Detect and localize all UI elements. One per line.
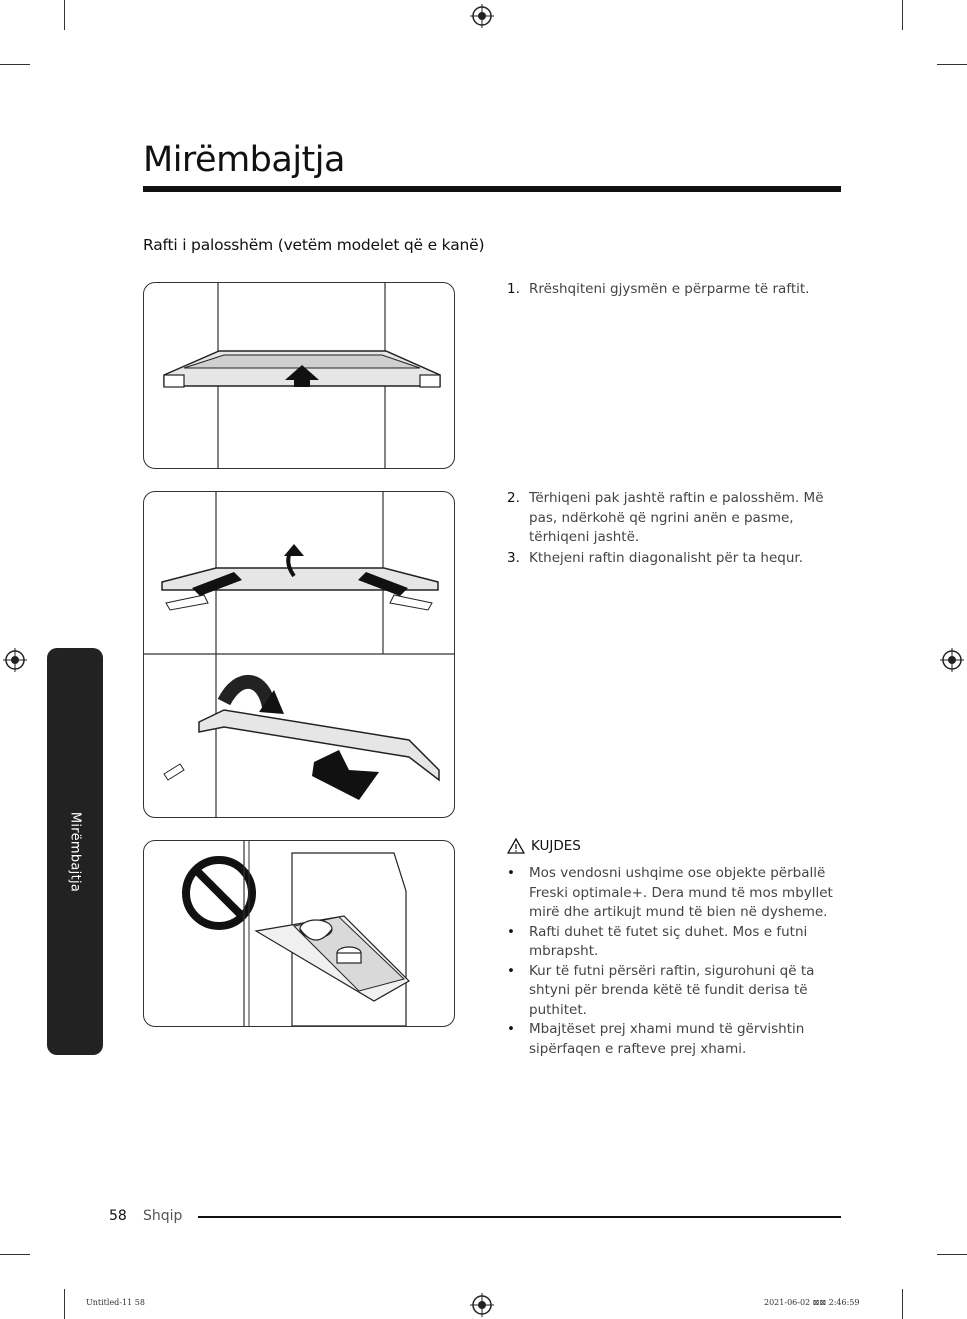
print-meta-timestamp: 2021-06-02 ⊠⊠ 2:46:59 [764,1298,860,1307]
figure-tilt-remove-shelf [143,491,455,818]
print-meta-file: Untitled-11 58 [86,1298,145,1307]
title-rule [143,186,841,192]
step-text: Rrëshqiteni gjysmën e përparme të raftit. [529,281,810,297]
figure-pull-shelf-front [143,282,455,469]
figure-fridge-no-items-warning [143,840,455,1027]
footer-language: Shqip [143,1208,183,1224]
step-2 [507,489,847,548]
caution-title: KUJDES [531,838,581,854]
list-item: • Kur të futni përsëri raftin, sigurohuni që ta shtyni për brenda këtë të fundit derisa të puthitet. [507,962,842,1021]
step-number: 3. [507,550,520,566]
registration-mark-icon [3,648,27,672]
registration-mark-icon [470,1293,494,1317]
registration-mark-icon [940,648,964,672]
step-number: 2. [507,490,520,506]
chapter-side-tab [47,648,103,1055]
caution-item-text: Mos vendosni ushqime ose objekte përballë Freski optimale+. Dera mund të mos mbyllet mirë dhe artikujt mund të bien në dysheme. [529,865,833,920]
crop-mark [0,1254,30,1255]
caution-list [507,864,842,1059]
page-number: 58 [109,1208,127,1224]
step-number: 1. [507,281,520,297]
step-text: Kthejeni raftin diagonalisht për ta hequr. [529,550,803,566]
step-3 [507,549,847,569]
list-item: • Rafti duhet të futet siç duhet. Mos e futni mbrapsht. [507,923,842,962]
side-tab-label: Mirëmbajtja [67,811,83,892]
footer-rule [198,1216,841,1218]
warning-triangle-icon [507,838,525,854]
caution-item-text: Mbajtëset prej xhami mund të gërvishtin sipërfaqen e rafteve prej xhami. [529,1021,805,1057]
crop-mark [902,0,903,30]
list-item: • Mbajtëset prej xhami mund të gërvishtin sipërfaqen e rafteve prej xhami. [507,1020,842,1059]
crop-mark [64,0,65,30]
caution-item-text: Rafti duhet të futet siç duhet. Mos e futni mbrapsht. [529,923,808,959]
crop-mark [937,64,967,65]
step-text: Tërhiqeni pak jashtë raftin e palosshëm. Më pas, ndërkohë që ngrini anën e pasme, tërhiqeni jashtë. [529,490,824,545]
section-heading: Rafti i palosshëm (vetëm modelet që e kanë) [143,236,485,254]
crop-mark [64,1289,65,1319]
crop-mark [0,64,30,65]
crop-mark [902,1289,903,1319]
step-1 [507,280,847,300]
registration-mark-icon [470,4,494,28]
page-title: Mirëmbajtja [143,140,345,180]
caution-item-text: Kur të futni përsëri raftin, sigurohuni që ta shtyni për brenda këtë të fundit derisa të puthitet. [529,962,815,1018]
caution-heading [507,838,581,854]
list-item: • Mos vendosni ushqime ose objekte përballë Freski optimale+. Dera mund të mos mbyllet mirë dhe artikujt mund të bien në dysheme. [507,864,842,923]
crop-mark [937,1254,967,1255]
